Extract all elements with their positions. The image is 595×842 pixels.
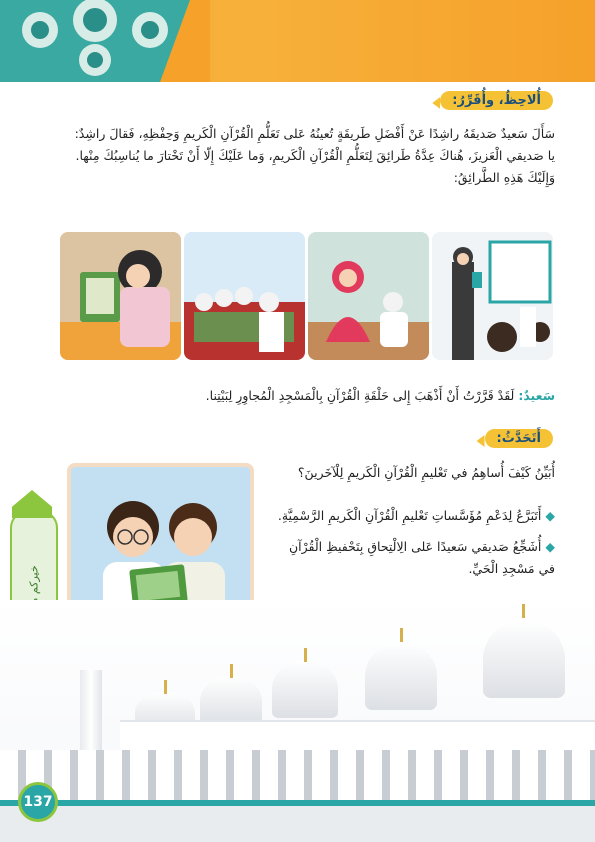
speaker-text: لَقَدْ قَرَّرْتُ أَنْ أَذْهَبَ إِلى حَلْقَةِ الْقُرْآنِ بِالْمَسْجِدِ الْمُجاوِرِ لِبَيْتِنا. <box>205 388 515 403</box>
section-heading-observe: أُلاحِظُ، وأُقَرِّرُ: <box>440 91 553 110</box>
bullet-dot-icon: ◆ <box>545 508 555 523</box>
bullet-2-text: أُشَجِّعُ صَديقي سَعيدًا عَلى الِالْتِحاقِ بِتَحْفيظِ الْقُرْآنِ <box>288 539 542 554</box>
ornament-icon <box>0 0 210 82</box>
page-number-badge <box>18 782 58 822</box>
page-number: 137 <box>23 794 53 810</box>
illustration-classroom <box>432 232 553 360</box>
illustration-online-learning <box>60 232 181 360</box>
bullet-1-text: أَتَبَرَّعُ لِدَعْمِ مُؤَسَّساتِ تَعْليمِ الْقُرْآنِ الْكَريمِ الرَّسْمِيَّةِ. <box>277 508 542 523</box>
bullet-2 <box>255 537 555 557</box>
bullet-dot-icon: ◆ <box>545 539 555 554</box>
speaker-name: سَعيدٌ: <box>518 388 555 403</box>
bullet-1 <box>255 506 555 526</box>
saeed-statement <box>35 386 555 406</box>
bullet-2-cont: في مَسْجِدِ الْحَيِّ. <box>468 561 555 576</box>
intro-line-2: يا صَديقي الْعَزيزَ، هُناكَ عِدَّةُ طَرائِقَ لِتَعَلُّمِ الْقُرْآنِ الْكَريمِ، وَما عَلَيْكَ إِلّا أَنْ تَخْتارَ ما يُناسِبُكَ مِنْها. <box>75 148 555 163</box>
discussion-question: أُبَيِّنُ كَيْفَ أُساهِمُ في تَعْليمِ الْقُرْآنِ الْكَريمِ لِلْآخَرينَ؟ <box>297 465 555 480</box>
section-heading-talk: أَتَحَدَّثُ: <box>485 429 553 448</box>
side-tab-top-icon <box>12 490 52 518</box>
intro-line-3: وَإِلَيْكَ هَذِهِ الطَّرائِقُ: <box>453 170 555 185</box>
illustration-home-learning <box>308 232 429 360</box>
intro-line-1: سَأَلَ سَعيدٌ صَديقَهُ راشِدًا عَنْ أَفْضَلِ طَريقَةٍ تُعينُهُ عَلى تَعَلُّمِ الْقُرْآنِ الْكَريمِ وَحِفْظِهِ، فَقالَ راشِدٌ: <box>74 126 555 141</box>
mosque-illustration <box>0 600 595 842</box>
illustration-mosque-circle <box>184 232 305 360</box>
